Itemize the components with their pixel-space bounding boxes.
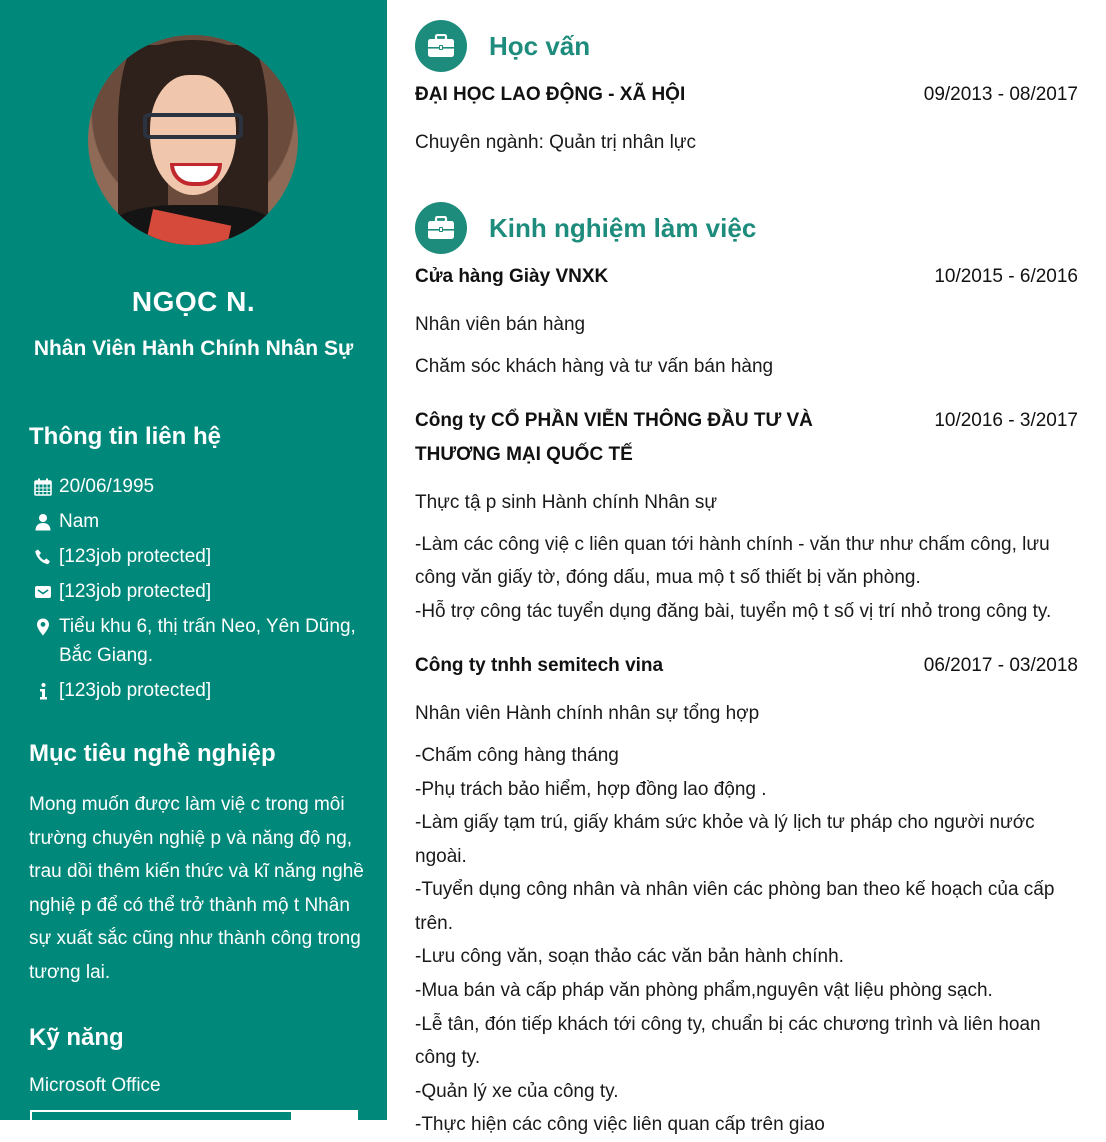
company-name-line1: Công ty CỔ PHẦN VIỄN THÔNG ĐẦU TƯ VÀ: [415, 410, 813, 431]
education-entry-header: [415, 78, 1078, 112]
contact-item-address: [29, 612, 359, 670]
birthdate-value: 20/06/1995: [59, 476, 155, 497]
company-name: Công ty tnhh semitech vina: [415, 655, 664, 676]
skills-heading: Kỹ năng: [29, 1024, 124, 1051]
job-description-line: -Hỗ trợ công tác tuyển dụng đăng bài, tuyển mộ t số vị trí nhỏ trong công ty.: [415, 601, 1052, 622]
job-description-line: -Quản lý xe của công ty.: [415, 1081, 619, 1102]
job-description-line: -Thực hiện các công việc liên quan cấp trên giao: [415, 1114, 825, 1135]
education-date: 09/2013 - 08/2017: [923, 84, 1078, 105]
experience-entry-header: [415, 649, 1078, 683]
objective-heading: Mục tiêu nghề nghiệp: [29, 740, 276, 767]
candidate-name: NGỌC N.: [131, 286, 256, 317]
experience-section-header: [415, 202, 756, 254]
job-description-line: -Lễ tân, đón tiếp khách tới công ty, chuẩn bị các chương trình và liên hoan: [415, 1014, 1041, 1035]
contact-item-email: [29, 577, 359, 606]
map-marker-icon: [29, 612, 59, 641]
job-description-line: công ty.: [415, 1047, 481, 1068]
job-description-line: ngoài.: [415, 846, 467, 867]
contact-item-gender: [29, 507, 359, 536]
company-name-line2: THƯƠNG MẠI QUỐC TẾ: [415, 444, 633, 465]
experience-entry-header: [415, 404, 1078, 472]
job-description-line: -Làm các công việ c liên quan tới hành chính - văn thư như chấm công, lưu: [415, 534, 1050, 555]
envelope-icon: [29, 577, 59, 606]
contact-item-info: [29, 676, 359, 705]
school-name: ĐẠI HỌC LAO ĐỘNG - XÃ HỘI: [415, 84, 686, 105]
job-description-line: -Phụ trách bảo hiểm, hợp đồng lao động .: [415, 779, 767, 800]
experience-heading: Kinh nghiệm làm việc: [489, 212, 757, 243]
email-value[interactable]: [123job protected]: [59, 581, 212, 602]
education-major: Chuyên ngành: Quản trị nhân lực: [415, 132, 697, 153]
job-position: Nhân viên Hành chính nhân sự tổng hợp: [415, 703, 760, 724]
job-description-line: -Làm giấy tạm trú, giấy khám sức khỏe và lý lịch tư pháp cho người nước: [415, 812, 1035, 833]
experience-entry-header: [415, 260, 1078, 294]
job-position: Thực tậ p sinh Hành chính Nhân sự: [415, 492, 718, 513]
education-heading: Học vấn: [489, 30, 591, 61]
briefcase-icon: [415, 202, 467, 254]
candidate-job-title: Nhân Viên Hành Chính Nhân Sự: [33, 337, 354, 360]
experience-date: 06/2017 - 03/2018: [923, 655, 1078, 676]
contact-list: [29, 472, 359, 711]
job-description-line: -Mua bán và cấp pháp văn phòng phẩm,nguyên vật liệu phòng sạch.: [415, 980, 993, 1001]
info-icon: [29, 676, 59, 705]
user-icon: [29, 507, 59, 536]
phone-value[interactable]: [123job protected]: [59, 546, 212, 567]
company-name: Cửa hàng Giày VNXK: [415, 266, 609, 287]
job-description-line: trên.: [415, 913, 454, 934]
objective-text: Mong muốn được làm việ c trong môi trường chuyên nghiệ p và năng độ ng, trau dồi thêm kiến thức và kĩ năng nghề nghiệ p để có thể trở thành mộ t Nhân sự xuất sắc cũng như thành công trong tương lai.: [29, 794, 364, 983]
info-value[interactable]: [123job protected]: [59, 680, 212, 701]
experience-date: 10/2015 - 6/2016: [934, 266, 1078, 287]
experience-date: 10/2016 - 3/2017: [934, 410, 1078, 431]
briefcase-icon: [415, 20, 467, 72]
contact-heading: Thông tin liên hệ: [29, 423, 221, 450]
job-description-line: Chăm sóc khách hàng và tư vấn bán hàng: [415, 356, 774, 377]
job-description-line: -Tuyển dụng công nhân và nhân viên các phòng ban theo kế hoạch của cấp: [415, 879, 1055, 900]
skill-level-bar: [30, 1110, 358, 1120]
job-description-line: -Chấm công hàng tháng: [415, 745, 619, 766]
sidebar: [0, 0, 387, 1120]
job-position: Nhân viên bán hàng: [415, 314, 586, 335]
education-section-header: [415, 20, 590, 72]
address-value: Tiểu khu 6, thị trấn Neo, Yên Dũng, Bắc Giang.: [59, 616, 356, 666]
skill-name: Microsoft Office: [29, 1075, 161, 1096]
job-description-line: -Lưu công văn, soạn thảo các văn bản hành chính.: [415, 946, 844, 967]
gender-value: Nam: [59, 511, 100, 532]
job-description-line: công văn giấy tờ, đóng dấu, mua mộ t số thiết bị văn phòng.: [415, 567, 921, 588]
avatar: [88, 35, 298, 245]
calendar-icon: [29, 472, 59, 501]
company-name: [415, 404, 813, 472]
phone-icon: [29, 542, 59, 571]
skill-level-fill: [32, 1112, 291, 1120]
contact-item-birthdate: [29, 472, 359, 501]
contact-item-phone: [29, 542, 359, 571]
